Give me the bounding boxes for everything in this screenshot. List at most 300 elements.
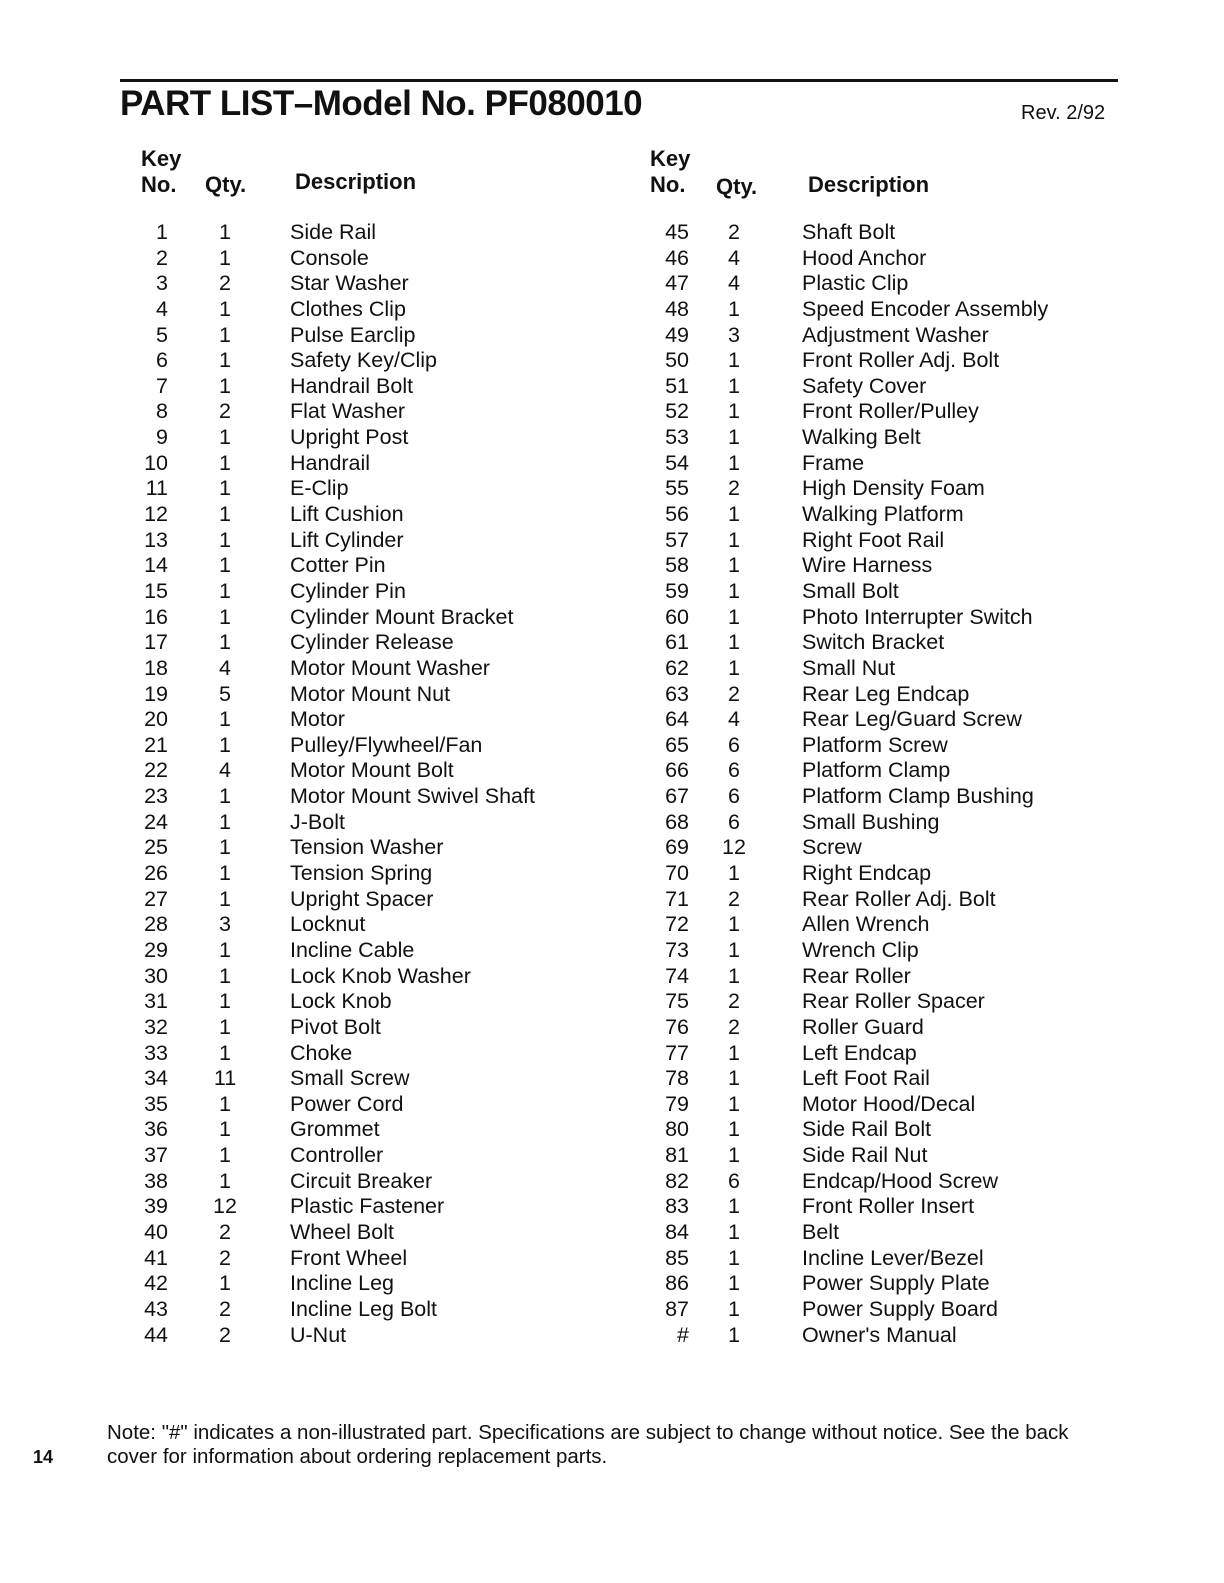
page-title: PART LIST–Model No. PF080010 <box>120 84 643 123</box>
table-row <box>120 707 680 733</box>
description: Walking Belt <box>802 425 921 450</box>
description: Small Bolt <box>802 578 899 603</box>
key-number: 18 <box>144 655 168 680</box>
table-row <box>120 758 680 784</box>
description: Locknut <box>290 912 366 937</box>
description: Cylinder Release <box>290 630 454 655</box>
table-row <box>120 1169 680 1195</box>
description: Small Bushing <box>802 809 940 834</box>
quantity: 1 <box>728 1091 740 1116</box>
table-row <box>120 938 680 964</box>
table-row <box>637 938 1197 964</box>
description: Cylinder Mount Bracket <box>290 604 514 629</box>
table-row <box>120 1323 680 1349</box>
key-number: 55 <box>665 476 689 501</box>
table-row <box>120 297 680 323</box>
description: Motor Mount Washer <box>290 655 490 680</box>
quantity: 1 <box>219 553 231 578</box>
quantity: 1 <box>219 220 231 244</box>
table-row <box>637 528 1197 554</box>
description: Photo Interrupter Switch <box>802 604 1033 629</box>
description: Grommet <box>290 1117 380 1142</box>
quantity: 1 <box>219 373 231 398</box>
footnote: Note: "#" indicates a non-illustrated part. Specifications are subject to change without notice. See the back cover for information about ordering replacement parts. <box>107 1421 1069 1468</box>
description: Walking Platform <box>802 502 964 527</box>
table-row <box>120 425 680 451</box>
quantity: 3 <box>219 912 231 937</box>
page-number: 14 <box>33 1447 54 1467</box>
key-header-line2: No. <box>650 172 686 197</box>
key-number: 14 <box>144 553 168 578</box>
description: Cylinder Pin <box>290 578 406 603</box>
table-row <box>637 476 1197 502</box>
table-row <box>637 1271 1197 1297</box>
key-number: 67 <box>665 784 689 809</box>
description: Safety Key/Clip <box>290 348 437 373</box>
revision-label: Rev. 2/92 <box>1021 102 1106 124</box>
quantity: 11 <box>213 1066 237 1091</box>
quantity: 2 <box>219 271 231 296</box>
table-row <box>120 323 680 349</box>
quantity: 1 <box>219 1014 231 1039</box>
table-row <box>637 1015 1197 1041</box>
description: Right Foot Rail <box>802 527 945 552</box>
quantity: 6 <box>728 1168 740 1193</box>
quantity: 1 <box>219 937 231 962</box>
table-row <box>637 1323 1197 1349</box>
table-row <box>120 348 680 374</box>
key-number: 26 <box>144 861 168 886</box>
description: Rear Leg Endcap <box>802 681 970 706</box>
description: Pulley/Flywheel/Fan <box>290 732 483 757</box>
quantity: 1 <box>728 1245 740 1270</box>
table-row <box>637 758 1197 784</box>
description: Pulse Earclip <box>290 322 416 347</box>
key-number: 11 <box>145 476 168 501</box>
key-number: 27 <box>144 886 168 911</box>
key-number: 31 <box>144 989 168 1014</box>
table-row <box>120 246 680 272</box>
key-number: 35 <box>144 1091 168 1116</box>
table-row <box>637 1169 1197 1195</box>
key-number: 52 <box>665 399 689 424</box>
quantity: 1 <box>219 245 231 270</box>
key-number: 7 <box>156 373 168 398</box>
key-number: 79 <box>665 1091 689 1116</box>
quantity: 1 <box>728 1117 740 1142</box>
quantity: 4 <box>728 707 740 732</box>
quantity: 1 <box>219 861 231 886</box>
key-number: 1 <box>156 220 168 244</box>
table-row <box>120 1092 680 1118</box>
key-header-line2: No. <box>141 172 177 197</box>
description: Upright Post <box>290 425 409 450</box>
key-number: 23 <box>144 784 168 809</box>
table-row <box>637 323 1197 349</box>
table-row <box>120 528 680 554</box>
quantity: 1 <box>219 502 231 527</box>
quantity: 4 <box>728 245 740 270</box>
key-number: 61 <box>665 630 689 655</box>
table-row <box>637 271 1197 297</box>
description: J-Bolt <box>290 809 345 834</box>
key-number: 53 <box>665 425 689 450</box>
key-number: 17 <box>144 630 168 655</box>
table-row <box>637 1143 1197 1169</box>
quantity: 1 <box>728 1322 740 1347</box>
table-row <box>120 374 680 400</box>
right-qty-header: Qty. <box>716 174 758 199</box>
description: Wrench Clip <box>802 937 919 962</box>
key-number: 57 <box>665 527 689 552</box>
table-row <box>120 1297 680 1323</box>
quantity: 4 <box>728 271 740 296</box>
description: Pivot Bolt <box>290 1014 381 1039</box>
table-row <box>637 835 1197 861</box>
description: Endcap/Hood Screw <box>802 1168 998 1193</box>
quantity: 1 <box>728 963 740 988</box>
description: Choke <box>290 1040 353 1065</box>
description: Adjustment Washer <box>802 322 989 347</box>
description: Incline Lever/Bezel <box>802 1245 984 1270</box>
description: Shaft Bolt <box>802 220 896 244</box>
table-row <box>120 887 680 913</box>
key-number: 59 <box>665 578 689 603</box>
key-number: 66 <box>665 758 689 783</box>
quantity: 1 <box>219 322 231 347</box>
key-number: 82 <box>665 1168 689 1193</box>
quantity: 2 <box>728 476 740 501</box>
key-number: 29 <box>144 937 168 962</box>
table-row <box>120 1117 680 1143</box>
table-row <box>637 579 1197 605</box>
table-row <box>120 1194 680 1220</box>
description: Right Endcap <box>802 861 932 886</box>
key-number: 25 <box>144 835 168 860</box>
quantity: 1 <box>219 963 231 988</box>
title-rule <box>120 79 1118 82</box>
description: Screw <box>802 835 862 860</box>
description: Motor Mount Swivel Shaft <box>290 784 535 809</box>
key-number: 65 <box>665 732 689 757</box>
table-row <box>120 1066 680 1092</box>
description: Front Roller Adj. Bolt <box>802 348 1000 373</box>
description: Allen Wrench <box>802 912 930 937</box>
quantity: 2 <box>728 1014 740 1039</box>
quantity: 1 <box>219 809 231 834</box>
quantity: 1 <box>219 835 231 860</box>
quantity: 1 <box>728 861 740 886</box>
quantity: 2 <box>219 1296 231 1321</box>
description: Incline Leg Bolt <box>290 1296 438 1321</box>
quantity: 1 <box>219 348 231 373</box>
table-row <box>637 964 1197 990</box>
quantity: 2 <box>219 1245 231 1270</box>
table-row <box>637 425 1197 451</box>
key-number: 60 <box>665 604 689 629</box>
key-number: 64 <box>665 707 689 732</box>
table-row <box>120 605 680 631</box>
key-number: 8 <box>156 399 168 424</box>
quantity: 4 <box>219 758 231 783</box>
description: Wire Harness <box>802 553 933 578</box>
table-row <box>637 451 1197 477</box>
key-number: 28 <box>144 912 168 937</box>
key-number: 33 <box>144 1040 168 1065</box>
quantity: 1 <box>728 450 740 475</box>
right-parts-table <box>637 220 1197 1348</box>
description: Motor Hood/Decal <box>802 1091 976 1116</box>
key-number: 45 <box>665 220 689 244</box>
key-number: 40 <box>144 1219 168 1244</box>
description: Rear Leg/Guard Screw <box>802 707 1022 732</box>
quantity: 1 <box>728 1219 740 1244</box>
table-row <box>120 964 680 990</box>
key-header-line1: Key <box>650 146 691 171</box>
key-number: 75 <box>665 989 689 1014</box>
table-row <box>120 912 680 938</box>
description: Front Roller Insert <box>802 1194 975 1219</box>
description: Plastic Fastener <box>290 1194 445 1219</box>
key-number: 87 <box>665 1296 689 1321</box>
quantity: 1 <box>219 296 231 321</box>
description: Rear Roller Spacer <box>802 989 985 1014</box>
key-number: 49 <box>665 322 689 347</box>
table-row <box>637 887 1197 913</box>
description: Belt <box>802 1219 840 1244</box>
table-row <box>637 630 1197 656</box>
key-number: 48 <box>665 296 689 321</box>
description: Switch Bracket <box>802 630 945 655</box>
key-number: 71 <box>665 886 689 911</box>
table-row <box>120 810 680 836</box>
quantity: 1 <box>219 450 231 475</box>
quantity: 12 <box>213 1194 237 1219</box>
key-number: 81 <box>665 1143 689 1168</box>
key-number: 15 <box>144 578 168 603</box>
table-row <box>120 451 680 477</box>
key-number: 44 <box>144 1322 168 1347</box>
key-number: 19 <box>144 681 168 706</box>
description: Motor Mount Nut <box>290 681 451 706</box>
description: Flat Washer <box>290 399 406 424</box>
table-row <box>120 502 680 528</box>
key-number: 30 <box>144 963 168 988</box>
description: Speed Encoder Assembly <box>802 296 1049 321</box>
quantity: 1 <box>728 1296 740 1321</box>
table-row <box>637 374 1197 400</box>
description: Lock Knob Washer <box>290 963 471 988</box>
key-number: 16 <box>144 604 168 629</box>
table-row <box>637 220 1197 246</box>
table-row <box>637 784 1197 810</box>
description: Front Wheel <box>290 1245 408 1270</box>
table-row <box>120 733 680 759</box>
description: U-Nut <box>290 1322 347 1347</box>
quantity: 1 <box>219 1040 231 1065</box>
quantity: 1 <box>728 502 740 527</box>
key-number: 24 <box>144 809 168 834</box>
table-row <box>637 246 1197 272</box>
quantity: 1 <box>728 578 740 603</box>
quantity: 1 <box>728 630 740 655</box>
quantity: 1 <box>219 630 231 655</box>
description: Safety Cover <box>802 373 927 398</box>
key-header-line1: Key <box>141 146 182 171</box>
quantity: 4 <box>219 655 231 680</box>
quantity: 2 <box>219 1219 231 1244</box>
table-row <box>120 682 680 708</box>
key-number: 74 <box>665 963 689 988</box>
table-row <box>120 1143 680 1169</box>
key-number: 78 <box>665 1066 689 1091</box>
quantity: 1 <box>728 1143 740 1168</box>
quantity: 6 <box>728 784 740 809</box>
description: Side Rail Bolt <box>802 1117 932 1142</box>
key-number: 46 <box>665 245 689 270</box>
quantity: 1 <box>219 1271 231 1296</box>
table-row <box>637 1297 1197 1323</box>
key-number: 9 <box>156 425 168 450</box>
quantity: 1 <box>728 399 740 424</box>
table-row <box>120 476 680 502</box>
key-number: 76 <box>665 1014 689 1039</box>
quantity: 1 <box>219 732 231 757</box>
quantity: 1 <box>728 1066 740 1091</box>
key-number: 63 <box>665 681 689 706</box>
table-row <box>637 553 1197 579</box>
quantity: 12 <box>722 835 746 860</box>
quantity: 3 <box>728 322 740 347</box>
key-number: 41 <box>144 1245 168 1270</box>
quantity: 1 <box>219 784 231 809</box>
key-number: 47 <box>665 271 689 296</box>
right-key-header <box>650 146 690 198</box>
table-row <box>637 1092 1197 1118</box>
key-number: 83 <box>665 1194 689 1219</box>
key-number: 50 <box>665 348 689 373</box>
quantity: 1 <box>728 373 740 398</box>
quantity: 1 <box>728 553 740 578</box>
description: Tension Spring <box>290 861 433 886</box>
quantity: 1 <box>728 425 740 450</box>
description: Motor <box>290 707 345 732</box>
left-parts-table <box>120 220 680 1348</box>
key-number: 58 <box>665 553 689 578</box>
description: Lift Cylinder <box>290 527 404 552</box>
table-row <box>120 553 680 579</box>
key-number: 70 <box>665 861 689 886</box>
left-description-header: Description <box>295 169 417 194</box>
table-row <box>120 1015 680 1041</box>
quantity: 1 <box>219 1117 231 1142</box>
key-number: 85 <box>665 1245 689 1270</box>
description: Incline Leg <box>290 1271 394 1296</box>
description: Motor Mount Bolt <box>290 758 454 783</box>
table-row <box>120 271 680 297</box>
key-number: # <box>677 1322 689 1347</box>
table-row <box>637 861 1197 887</box>
description: Power Supply Plate <box>802 1271 990 1296</box>
quantity: 6 <box>728 732 740 757</box>
description: Controller <box>290 1143 384 1168</box>
key-number: 42 <box>144 1271 168 1296</box>
table-row <box>637 1194 1197 1220</box>
key-number: 69 <box>665 835 689 860</box>
quantity: 1 <box>728 604 740 629</box>
table-row <box>637 989 1197 1015</box>
key-number: 68 <box>665 809 689 834</box>
table-row <box>637 502 1197 528</box>
quantity: 1 <box>728 348 740 373</box>
description: Star Washer <box>290 271 409 296</box>
table-row <box>637 1246 1197 1272</box>
quantity: 2 <box>728 989 740 1014</box>
description: Tension Washer <box>290 835 444 860</box>
table-row <box>120 989 680 1015</box>
description: Frame <box>802 450 865 475</box>
description: Handrail <box>290 450 371 475</box>
key-number: 22 <box>144 758 168 783</box>
description: Lift Cushion <box>290 502 404 527</box>
key-number: 54 <box>665 450 689 475</box>
left-qty-header: Qty. <box>205 172 247 197</box>
quantity: 1 <box>219 707 231 732</box>
description: Left Endcap <box>802 1040 917 1065</box>
description: Cotter Pin <box>290 553 386 578</box>
description: Lock Knob <box>290 989 392 1014</box>
description: Rear Roller Adj. Bolt <box>802 886 996 911</box>
key-number: 39 <box>144 1194 168 1219</box>
quantity: 1 <box>219 1168 231 1193</box>
quantity: 1 <box>219 1091 231 1116</box>
key-number: 86 <box>665 1271 689 1296</box>
table-row <box>120 1246 680 1272</box>
table-row <box>120 630 680 656</box>
quantity: 1 <box>219 578 231 603</box>
description: Platform Screw <box>802 732 948 757</box>
key-number: 4 <box>156 296 168 321</box>
quantity: 1 <box>219 425 231 450</box>
table-row <box>637 707 1197 733</box>
quantity: 1 <box>728 296 740 321</box>
key-number: 84 <box>665 1219 689 1244</box>
key-number: 56 <box>665 502 689 527</box>
description: Console <box>290 245 369 270</box>
quantity: 1 <box>728 937 740 962</box>
description: Roller Guard <box>802 1014 924 1039</box>
quantity: 6 <box>728 758 740 783</box>
table-row <box>120 656 680 682</box>
table-row <box>120 399 680 425</box>
key-number: 36 <box>144 1117 168 1142</box>
key-number: 32 <box>144 1014 168 1039</box>
table-row <box>637 605 1197 631</box>
table-row <box>120 784 680 810</box>
key-number: 37 <box>144 1143 168 1168</box>
description: Rear Roller <box>802 963 911 988</box>
table-row <box>637 656 1197 682</box>
key-number: 51 <box>665 373 689 398</box>
quantity: 1 <box>728 1040 740 1065</box>
key-number: 2 <box>156 245 168 270</box>
description: Handrail Bolt <box>290 373 414 398</box>
key-number: 5 <box>156 322 168 347</box>
table-row <box>637 297 1197 323</box>
key-number: 77 <box>665 1040 689 1065</box>
description: Incline Cable <box>290 937 415 962</box>
quantity: 1 <box>219 989 231 1014</box>
